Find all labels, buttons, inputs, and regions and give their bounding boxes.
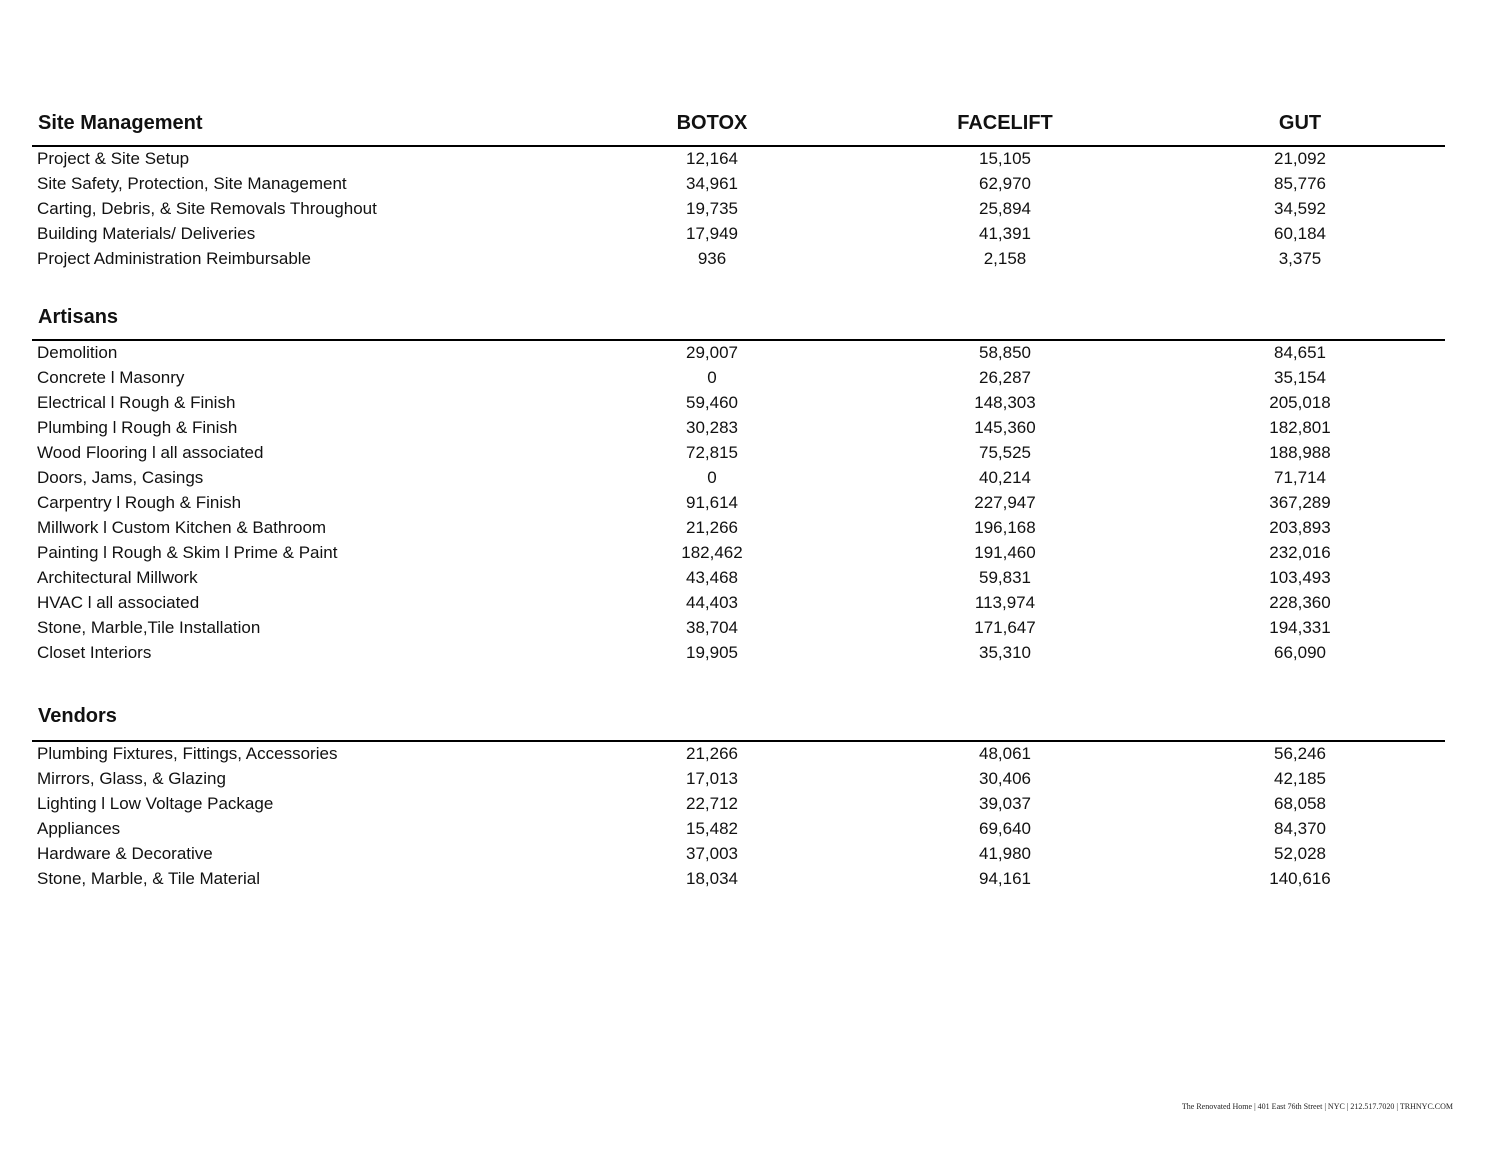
gut-value: 205,018	[1269, 393, 1331, 412]
gut-value: 228,360	[1269, 593, 1331, 612]
facelift-value: 62,970	[979, 174, 1031, 193]
row-label: Millwork l Custom Kitchen & Bathroom	[37, 518, 327, 537]
gut-value: 188,988	[1269, 443, 1331, 462]
gut-value: 35,154	[1274, 368, 1326, 387]
section-site-management	[0, 110, 1491, 268]
botox-value: 43,468	[686, 568, 738, 587]
facelift-value: 58,850	[979, 343, 1031, 362]
facelift-value: 41,980	[979, 844, 1031, 863]
gut-value: 194,331	[1269, 618, 1331, 637]
gut-value: 60,184	[1274, 224, 1326, 243]
table-row	[0, 641, 1491, 666]
rows	[0, 742, 1491, 892]
gut-value: 56,246	[1274, 744, 1326, 763]
botox-value: 44,403	[686, 593, 738, 612]
gut-value: 103,493	[1269, 568, 1331, 587]
table-row	[0, 391, 1491, 416]
section-header	[0, 110, 1491, 140]
column-header-botox: BOTOX	[676, 112, 748, 134]
table-row	[0, 541, 1491, 566]
gut-value: 3,375	[1278, 249, 1322, 268]
table-row	[0, 767, 1491, 792]
gut-value: 85,776	[1274, 174, 1326, 193]
facelift-value: 145,360	[974, 418, 1036, 437]
botox-value: 30,283	[686, 418, 738, 437]
facelift-value: 59,831	[979, 568, 1031, 587]
table-row	[0, 466, 1491, 491]
row-label: Plumbing Fixtures, Fittings, Accessories	[37, 744, 338, 763]
row-label: Doors, Jams, Casings	[37, 468, 204, 487]
botox-value: 18,034	[686, 869, 738, 888]
row-label: Stone, Marble,Tile Installation	[37, 618, 261, 637]
table-row	[0, 516, 1491, 541]
row-label: Appliances	[37, 819, 121, 838]
rows	[0, 147, 1491, 272]
section-title: Site Management	[38, 112, 203, 134]
botox-value: 19,735	[686, 199, 738, 218]
rows	[0, 341, 1491, 666]
gut-value: 34,592	[1274, 199, 1326, 218]
table-row	[0, 441, 1491, 466]
botox-value: 15,482	[686, 819, 738, 838]
table-row	[0, 742, 1491, 767]
table-row	[0, 341, 1491, 366]
facelift-value: 30,406	[979, 769, 1031, 788]
table-row	[0, 817, 1491, 842]
gut-value: 140,616	[1269, 869, 1331, 888]
row-label: Closet Interiors	[37, 643, 152, 662]
table-row	[0, 172, 1491, 197]
table-row	[0, 867, 1491, 892]
facelift-value: 25,894	[979, 199, 1031, 218]
botox-value: 38,704	[686, 618, 738, 637]
botox-value: 22,712	[686, 794, 738, 813]
facelift-value: 48,061	[979, 744, 1031, 763]
table-row	[0, 842, 1491, 867]
row-label: Architectural Millwork	[37, 568, 198, 587]
facelift-value: 191,460	[974, 543, 1036, 562]
row-label: Electrical l Rough & Finish	[37, 393, 236, 412]
facelift-value: 171,647	[974, 618, 1036, 637]
section-artisans	[0, 304, 1491, 662]
row-label: Wood Flooring l all associated	[37, 443, 264, 462]
gut-value: 21,092	[1274, 149, 1326, 168]
botox-value: 17,013	[686, 769, 738, 788]
botox-value: 37,003	[686, 844, 738, 863]
botox-value: 0	[707, 368, 717, 387]
botox-value: 0	[707, 468, 717, 487]
row-label: Mirrors, Glass, & Glazing	[37, 769, 226, 788]
section-header	[0, 304, 1491, 334]
facelift-value: 227,947	[974, 493, 1036, 512]
column-header-facelift: FACELIFT	[957, 112, 1053, 134]
table-row	[0, 792, 1491, 817]
gut-value: 367,289	[1269, 493, 1331, 512]
gut-value: 66,090	[1274, 643, 1326, 662]
gut-value: 42,185	[1274, 769, 1326, 788]
facelift-value: 148,303	[974, 393, 1036, 412]
row-label: Carting, Debris, & Site Removals Throughout	[37, 199, 377, 218]
facelift-value: 2,158	[983, 249, 1027, 268]
column-header-gut: GUT	[1278, 112, 1322, 134]
gut-value: 84,651	[1274, 343, 1326, 362]
gut-value: 232,016	[1269, 543, 1331, 562]
table-row	[0, 247, 1491, 272]
section-title: Vendors	[38, 705, 117, 727]
row-label: Painting l Rough & Skim l Prime & Paint	[37, 543, 338, 562]
row-label: Hardware & Decorative	[37, 844, 213, 863]
row-label: Plumbing l Rough & Finish	[37, 418, 238, 437]
table-row	[0, 491, 1491, 516]
botox-value: 182,462	[681, 543, 743, 562]
row-label: Site Safety, Protection, Site Management	[37, 174, 347, 193]
section-header	[0, 703, 1491, 733]
section-title: Artisans	[38, 306, 119, 328]
facelift-value: 40,214	[979, 468, 1031, 487]
facelift-value: 39,037	[979, 794, 1031, 813]
page-footer: The Renovated Home | 401 East 76th Street | NYC | 212.517.7020 | TRHNYC.COM	[1181, 1102, 1453, 1111]
facelift-value: 75,525	[979, 443, 1031, 462]
facelift-value: 15,105	[979, 149, 1031, 168]
gut-value: 68,058	[1274, 794, 1326, 813]
table-row	[0, 416, 1491, 441]
section-vendors	[0, 703, 1491, 888]
row-label: HVAC l all associated	[37, 593, 200, 612]
table-row	[0, 616, 1491, 641]
botox-value: 17,949	[686, 224, 738, 243]
gut-value: 84,370	[1274, 819, 1326, 838]
facelift-value: 35,310	[979, 643, 1031, 662]
row-label: Building Materials/ Deliveries	[37, 224, 256, 243]
row-label: Project Administration Reimbursable	[37, 249, 312, 268]
botox-value: 19,905	[686, 643, 738, 662]
botox-value: 91,614	[686, 493, 738, 512]
facelift-value: 41,391	[979, 224, 1031, 243]
table-row	[0, 147, 1491, 172]
table-row	[0, 222, 1491, 247]
botox-value: 936	[697, 249, 727, 268]
gut-value: 71,714	[1274, 468, 1326, 487]
botox-value: 21,266	[686, 744, 738, 763]
row-label: Lighting l Low Voltage Package	[37, 794, 274, 813]
facelift-value: 113,974	[974, 593, 1036, 612]
botox-value: 59,460	[686, 393, 738, 412]
botox-value: 34,961	[686, 174, 738, 193]
table-row	[0, 366, 1491, 391]
gut-value: 203,893	[1269, 518, 1331, 537]
gut-value: 182,801	[1269, 418, 1331, 437]
row-label: Concrete l Masonry	[37, 368, 185, 387]
row-label: Carpentry l Rough & Finish	[37, 493, 242, 512]
facelift-value: 94,161	[979, 869, 1031, 888]
facelift-value: 196,168	[974, 518, 1036, 537]
table-row	[0, 566, 1491, 591]
botox-value: 72,815	[686, 443, 738, 462]
row-label: Stone, Marble, & Tile Material	[37, 869, 260, 888]
table-row	[0, 591, 1491, 616]
table-row	[0, 197, 1491, 222]
facelift-value: 69,640	[979, 819, 1031, 838]
row-label: Project & Site Setup	[37, 149, 190, 168]
botox-value: 12,164	[686, 149, 738, 168]
facelift-value: 26,287	[979, 368, 1031, 387]
row-label: Demolition	[37, 343, 118, 362]
gut-value: 52,028	[1274, 844, 1326, 863]
botox-value: 21,266	[686, 518, 738, 537]
botox-value: 29,007	[686, 343, 738, 362]
